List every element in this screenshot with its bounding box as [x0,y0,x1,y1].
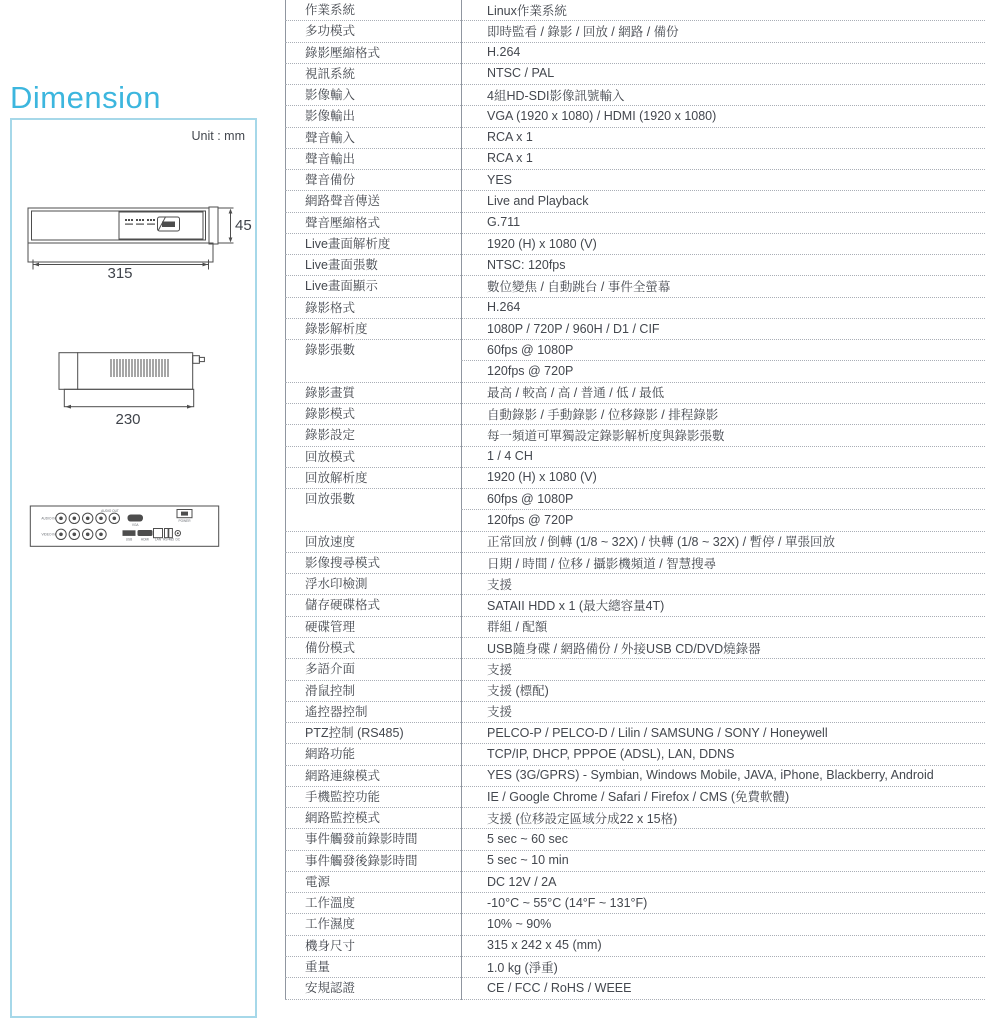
spec-label: 工作濕度 [305,917,356,932]
spec-value-group [461,383,985,403]
spec-label: 錄影模式 [305,407,356,422]
spec-value: 60fps @ 1080P [461,340,985,361]
spec-label: 視訊系統 [305,66,356,81]
spec-value-group [461,829,985,849]
spec-value-group [461,702,985,722]
spec-value-group [461,106,985,126]
spec-value: YES (3G/GPRS) - Symbian, Windows Mobile, JAVA, iPhone, Blackberry, Android [487,768,934,783]
spec-value-group [461,170,985,190]
spec-label: 硬碟管理 [305,619,356,634]
spec-value-group [461,766,985,786]
table-row [285,702,985,723]
rs485-terminal-icon [165,529,173,538]
front-usb-port-icon [158,217,180,231]
spec-value: CE / FCC / RoHS / WEEE [487,980,632,995]
spec-label: 回放速度 [305,534,356,549]
spec-value-group [461,617,985,637]
spec-value: 數位變焦 / 自動跳台 / 事件全螢幕 [487,280,671,295]
spec-label: 聲音壓縮格式 [305,215,381,230]
spec-value-group [461,893,985,913]
spec-value-group [461,914,985,934]
spec-label: 備份模式 [305,641,356,655]
spec-label: 影像輸入 [305,88,356,103]
spec-label: 浮水印檢測 [305,577,368,592]
spec-value-group [461,681,985,701]
table-row [285,149,985,170]
side-depth-value: 230 [115,411,141,428]
spec-label: 手機監控功能 [305,789,381,804]
spec-value: 10% ~ 90% [487,917,552,932]
spec-value: NTSC / PAL [487,66,555,81]
spec-value: 即時監看 / 錄影 / 回放 / 網路 / 備份 [487,24,679,39]
table-row [285,978,985,999]
front-height-value: 45 [235,217,252,234]
spec-value: 1920 (H) x 1080 (V) [487,470,597,485]
spec-value-group [461,64,985,84]
spec-label: 多語介面 [305,662,356,677]
table-row [285,659,985,680]
spec-value-group [461,340,985,382]
spec-value-group [461,128,985,148]
table-row [285,21,985,42]
spec-label: 錄影壓縮格式 [305,45,381,60]
spec-value: 1920 (H) x 1080 (V) [487,236,597,251]
audio-bnc-connectors-icon [56,513,120,523]
spec-value-group [461,659,985,679]
spec-label: 錄影解析度 [305,321,368,336]
spec-value: YES [487,172,513,187]
front-panel-buttons-icon [125,219,155,225]
spec-label: 事件觸發前錄影時間 [305,832,418,847]
spec-value: 正常回放 / 倒轉 (1/8 ~ 32X) / 快轉 (1/8 ~ 32X) / 暫停 / 單張回放 [487,535,835,550]
spec-label: 聲音備份 [305,173,356,188]
spec-value-group [461,744,985,764]
spec-value: 最高 / 較高 / 高 / 普通 / 低 / 最低 [487,386,665,401]
spec-label: 回放解析度 [305,470,368,485]
spec-label: 事件觸發後錄影時間 [305,853,418,868]
table-row [285,319,985,340]
spec-value: 日期 / 時間 / 位移 / 攝影機頻道 / 智慧搜尋 [487,556,717,571]
spec-value-group [461,787,985,807]
spec-value: RCA x 1 [487,151,533,166]
side-bnc-stub-icon [193,356,205,364]
spec-value-group [461,425,985,445]
table-row [285,595,985,616]
spec-value: 1 / 4 CH [487,449,533,464]
table-row [285,489,985,532]
power-switch-icon [177,510,192,518]
spec-label: 重量 [305,959,331,974]
spec-label: 網路聲音傳送 [305,194,381,209]
spec-label: PTZ控制 (RS485) [305,726,404,741]
spec-value: -10°C ~ 55°C (14°F ~ 131°F) [487,895,648,910]
spec-label: 錄影張數 [305,343,356,358]
spec-label: 影像搜尋模式 [305,555,381,570]
spec-value: 5 sec ~ 60 sec [487,832,568,847]
table-row [285,64,985,85]
lan-port-icon [154,529,163,538]
table-row [285,681,985,702]
spec-label: 安規認證 [305,981,356,996]
spec-value: Linux作業系統 [487,3,567,18]
spec-value: 120fps @ 720P [487,363,574,378]
spec-value: H.264 [487,300,521,315]
table-row [285,255,985,276]
vent-slats-icon [111,360,168,377]
dc-label: DC [175,537,181,542]
spec-value-group [461,978,985,998]
spec-value-group [461,0,985,20]
spec-label: 網路監控模式 [305,811,381,826]
spec-label: 滑鼠控制 [305,683,356,698]
spec-value: VGA (1920 x 1080) / HDMI (1920 x 1080) [487,108,717,123]
spec-value: 1080P / 720P / 960H / D1 / CIF [487,321,660,336]
spec-value-group [461,404,985,424]
spec-value: RCA x 1 [487,130,533,145]
table-row [285,191,985,212]
spec-label: Live畫面顯示 [305,279,378,294]
spec-value: NTSC: 120fps [487,257,566,272]
table-row [285,808,985,829]
spec-label: 回放模式 [305,449,356,464]
spec-value: 支援 [487,662,513,677]
video-bnc-connectors-icon [56,529,106,539]
spec-value: DC 12V / 2A [487,874,557,889]
table-row [285,0,985,21]
spec-value: 每一頻道可單獨設定錄影解析度與錄影張數 [487,428,725,443]
front-view-drawing [28,207,233,269]
spec-table-rows [285,0,985,1000]
audio-in-label: AUDIO IN [41,516,56,521]
spec-value: 自動錄影 / 手動錄影 / 位移錄影 / 排程錄影 [487,407,719,422]
spec-value-group [461,723,985,743]
spec-label: 電源 [305,874,331,889]
dimension-diagram-box [10,118,257,1018]
vga-port-icon [128,515,144,522]
spec-value-group [461,149,985,169]
spec-value: USB隨身碟 / 網路備份 / 外接USB CD/DVD燒錄器 [487,641,761,656]
spec-label: 遙控器控制 [305,704,368,719]
spec-label: 網路功能 [305,747,356,762]
spec-value-group [461,319,985,339]
spec-value-group [461,936,985,956]
usb-port-icon [123,530,136,536]
spec-value: 支援 (位移設定區域分成22 x 15格) [487,811,678,826]
hdmi-label: HDMI [140,537,150,542]
spec-value: IE / Google Chrome / Safari / Firefox / CMS (免費軟體) [487,790,790,805]
rear-view-drawing [30,506,218,546]
spec-value-group [461,489,985,531]
spec-label: 影像輸出 [305,109,356,124]
table-row [285,340,985,383]
spec-value: 支援 (標配) [487,684,549,699]
spec-value-group [461,851,985,871]
vga-label: VGA [131,522,139,527]
spec-value-group [461,234,985,254]
table-row [285,128,985,149]
spec-value-group [461,298,985,318]
spec-value-group [461,532,985,552]
table-row [285,532,985,553]
table-row [285,766,985,787]
spec-value-group [461,468,985,488]
table-row [285,213,985,234]
spec-value: 4組HD-SDI影像訊號輸入 [487,88,625,103]
spec-label: 作業系統 [305,3,356,17]
spec-value: H.264 [487,45,521,60]
spec-label: 網路連線模式 [305,768,381,783]
spec-value-group [461,85,985,105]
table-row [285,829,985,850]
table-row [285,106,985,127]
spec-value: 群組 / 配額 [487,620,548,635]
usb-label: USB [125,537,133,542]
table-row [285,298,985,319]
table-row [285,914,985,935]
unit-label: Unit : mm [191,129,245,143]
table-row [285,553,985,574]
dimension-section-title: Dimension [10,80,161,115]
spec-label: Live畫面解析度 [305,236,391,251]
table-row [285,43,985,64]
spec-label: 多功模式 [305,24,356,39]
spec-label: 聲音輸出 [305,151,356,166]
table-row [285,447,985,468]
spec-value-group [461,957,985,977]
table-row [285,234,985,255]
spec-value: 5 sec ~ 10 min [487,853,569,868]
spec-value-group [461,574,985,594]
spec-value-group [461,553,985,573]
table-row [285,468,985,489]
spec-value: Live and Playback [487,194,589,209]
spec-label: 錄影畫質 [305,385,356,400]
lan-label: LAN [154,537,162,542]
table-row [285,383,985,404]
table-row [285,787,985,808]
spec-value-group [461,21,985,41]
dimension-drawings [12,120,257,1014]
spec-value-group [461,872,985,892]
table-row [285,723,985,744]
rs485-label: RS-485 [163,537,174,542]
spec-label: 聲音輸入 [305,130,356,145]
spec-value: 支援 [487,577,513,592]
table-row [285,851,985,872]
side-view-drawing [59,353,204,409]
spec-value-group [461,43,985,63]
spec-value-group [461,638,985,658]
spec-label: 工作溫度 [305,896,356,911]
spec-value: PELCO-P / PELCO-D / Lilin / SAMSUNG / SONY / Honeywell [487,725,828,740]
spec-value: G.711 [487,215,521,230]
spec-value-group [461,447,985,467]
spec-label: 回放張數 [305,492,356,507]
spec-label: 錄影設定 [305,428,356,443]
spec-label: 機身尺寸 [305,938,356,953]
table-row [285,617,985,638]
power-label: POWER [178,518,191,523]
table-row [285,425,985,446]
spec-value: TCP/IP, DHCP, PPPOE (ADSL), LAN, DDNS [487,746,735,761]
table-row [285,893,985,914]
spec-value: 120fps @ 720P [487,512,574,527]
table-row [285,574,985,595]
table-row [285,872,985,893]
spec-value: 1.0 kg (淨重) [487,960,558,975]
spec-value-group [461,191,985,211]
spec-value-group [461,276,985,296]
table-row [285,936,985,957]
table-row [285,276,985,297]
table-row [285,170,985,191]
table-row [285,638,985,659]
table-row [285,744,985,765]
front-height-dimension [219,208,234,243]
spec-label: 儲存硬碟格式 [305,598,381,613]
spec-value-group [461,213,985,233]
spec-value: 支援 [487,705,513,720]
table-row [285,404,985,425]
front-width-value: 315 [107,265,133,282]
spec-label: 錄影格式 [305,300,356,315]
spec-value-group [461,808,985,828]
table-row [285,85,985,106]
hdmi-port-icon [138,530,153,536]
video-in-label: VIDEO IN [41,532,56,537]
spec-value: 60fps @ 1080P [461,489,985,510]
spec-value-group [461,595,985,615]
spec-value: 315 x 242 x 45 (mm) [487,938,602,953]
audio-out-label: AUDIO OUT [101,509,119,514]
spec-table [285,0,985,1000]
table-row [285,957,985,978]
spec-value: SATAII HDD x 1 (最大總容量4T) [487,599,665,614]
spec-value-group [461,255,985,275]
spec-label: Live畫面張數 [305,258,378,273]
